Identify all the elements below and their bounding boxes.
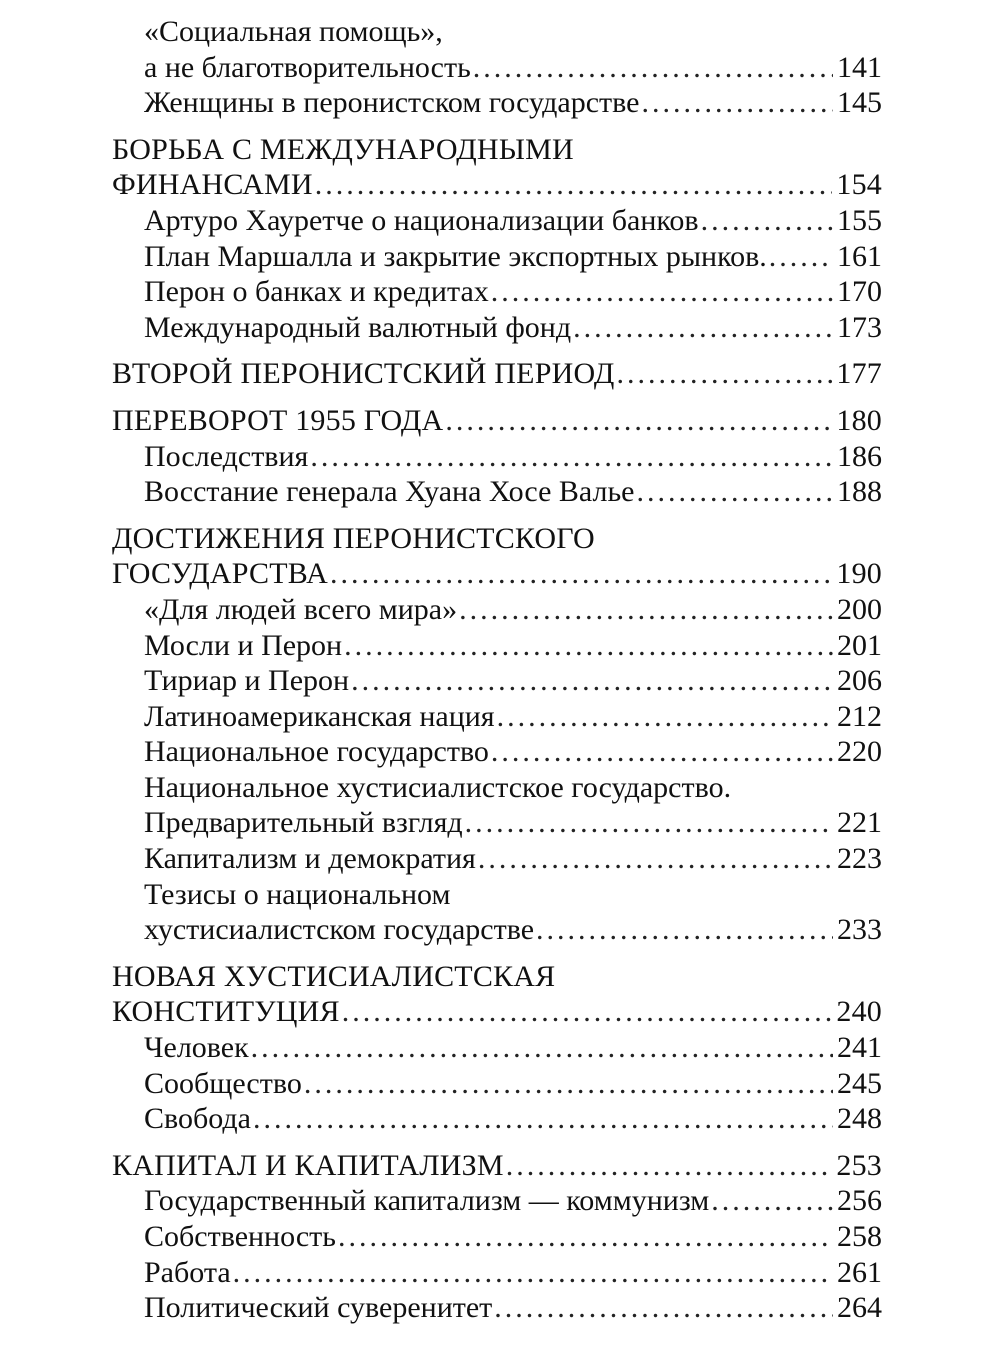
toc-entry-line xyxy=(112,1030,882,1066)
toc-entry-line xyxy=(112,439,882,475)
leader-dots xyxy=(491,274,833,310)
leader-dots xyxy=(315,167,833,203)
page-number: 154 xyxy=(836,168,882,202)
chapter-gap xyxy=(112,948,882,959)
toc-entry xyxy=(112,1290,882,1326)
toc-entry xyxy=(112,85,882,121)
chapter-gap xyxy=(112,121,882,132)
toc-entry-line xyxy=(112,805,882,841)
toc-entry xyxy=(112,1183,882,1219)
leader-dots xyxy=(617,356,833,392)
leader-dots xyxy=(445,403,832,439)
chapter-title-text: ГОСУДАРСТВА xyxy=(112,557,328,591)
toc-entry xyxy=(112,628,882,664)
chapter-title-text: КОНСТИТУЦИЯ xyxy=(112,995,340,1029)
leader-dots xyxy=(636,474,833,510)
leader-dots xyxy=(641,85,833,121)
page-number: 200 xyxy=(837,592,882,626)
toc-entry-line xyxy=(112,912,882,948)
toc-entry-line xyxy=(112,1183,882,1219)
page-number: 264 xyxy=(837,1291,882,1325)
page-number: 145 xyxy=(837,86,882,120)
toc-entry-text: а не благотворительность xyxy=(144,50,471,84)
toc-entry xyxy=(112,734,882,770)
leader-dots xyxy=(769,239,833,275)
page-number: 188 xyxy=(837,475,882,509)
leader-dots xyxy=(304,1066,833,1102)
leader-dots xyxy=(251,1030,833,1066)
toc-entry-text: «Социальная помощь», xyxy=(144,15,443,48)
toc-entry-text: Государственный капитализм — коммунизм xyxy=(144,1184,710,1218)
chapter-title-text: ДОСТИЖЕНИЯ ПЕРОНИСТСКОГО xyxy=(112,521,595,555)
page-number: 241 xyxy=(837,1031,882,1065)
leader-dots xyxy=(330,556,832,592)
toc-entry-text: Человек xyxy=(144,1031,249,1065)
page-number: 221 xyxy=(837,806,882,840)
toc-entry-line xyxy=(112,1290,882,1326)
leader-dots xyxy=(310,439,833,475)
page-number: 220 xyxy=(837,735,882,769)
toc-entry-line xyxy=(112,699,882,735)
toc-entry xyxy=(112,592,882,628)
toc-entry-text: Национальное хустисиалистское государство. xyxy=(144,770,732,804)
page-number: 180 xyxy=(836,403,882,437)
page-number: 170 xyxy=(837,275,882,309)
toc-entry xyxy=(112,1255,882,1291)
toc-entry-text: Перон о банках и кредитах xyxy=(144,275,489,309)
leader-dots xyxy=(478,841,833,877)
toc-chapter xyxy=(112,521,882,948)
toc-entry-text: Артуро Хауретче о национализации банков xyxy=(144,203,699,237)
toc-entry-text: Свобода xyxy=(144,1102,251,1136)
toc-entry-text: Женщины в перонистском государстве xyxy=(144,86,640,120)
toc-entry-text: Латиноамериканская нация xyxy=(144,699,495,733)
toc-entry-line xyxy=(112,1101,882,1137)
toc-entry xyxy=(112,439,882,475)
toc-chapter xyxy=(112,132,882,346)
leader-dots xyxy=(473,50,833,86)
chapter-gap xyxy=(112,1137,882,1148)
chapter-gap xyxy=(112,345,882,356)
toc-entry-text: Сообщество xyxy=(144,1066,302,1100)
chapter-gap xyxy=(112,392,882,403)
toc-entry-line xyxy=(112,203,882,239)
page-number: 245 xyxy=(837,1066,882,1100)
chapter-title-line xyxy=(112,356,882,392)
toc-entry xyxy=(112,1101,882,1137)
page-number: 206 xyxy=(837,664,882,698)
toc-entry xyxy=(112,1219,882,1255)
chapter-title-text: ВТОРОЙ ПЕРОНИСТСКИЙ ПЕРИОД xyxy=(112,357,615,391)
chapter-title-text: НОВАЯ ХУСТИСИАЛИСТСКАЯ xyxy=(112,959,556,993)
toc-entry xyxy=(112,1030,882,1066)
toc-entry xyxy=(112,877,882,948)
page-number: 258 xyxy=(837,1220,882,1253)
toc-entry-text: Предварительный взгляд xyxy=(144,806,463,840)
toc-entry xyxy=(112,770,882,841)
leader-dots xyxy=(342,994,833,1030)
toc-entry xyxy=(112,14,882,85)
leader-dots xyxy=(344,628,833,664)
toc-entry-line xyxy=(112,628,882,664)
leader-dots xyxy=(536,912,833,948)
toc-entry-line xyxy=(112,1066,882,1102)
leader-dots xyxy=(253,1101,833,1137)
toc-entry-line xyxy=(112,663,882,699)
toc-entry-text: Международный валютный фонд xyxy=(144,310,572,344)
toc-entry-line xyxy=(112,841,882,877)
toc-entry-line xyxy=(112,1255,882,1291)
chapter-title-line xyxy=(112,959,882,995)
toc-entry xyxy=(112,699,882,735)
chapter-title-text: ПЕРЕВОРОТ 1955 ГОДА xyxy=(112,403,444,437)
toc-entry xyxy=(112,203,882,239)
page-number: 256 xyxy=(837,1184,882,1218)
leader-dots xyxy=(701,203,833,239)
chapter-title-line xyxy=(112,167,882,203)
chapter-title-text: КАПИТАЛ И КАПИТАЛИЗМ xyxy=(112,1148,504,1182)
leader-dots xyxy=(506,1148,833,1184)
toc-entry-line xyxy=(112,734,882,770)
leader-dots xyxy=(573,310,833,346)
toc-entry-line xyxy=(112,474,882,510)
leader-dots xyxy=(491,734,833,770)
table-of-contents xyxy=(112,14,882,1326)
page-number: 233 xyxy=(837,913,882,947)
toc-entry-text: Тезисы о национальном xyxy=(144,877,451,911)
leader-dots xyxy=(497,699,833,735)
chapter-title-text: ФИНАНСАМИ xyxy=(112,168,313,202)
toc-entry-line xyxy=(112,14,882,50)
toc-entry-text: Последствия xyxy=(144,439,309,473)
toc-entry xyxy=(112,239,882,275)
toc-entry-line xyxy=(112,1219,882,1255)
toc-entry-line xyxy=(112,274,882,310)
toc-entry-text: План Маршалла и закрытие экспортных рынков. xyxy=(144,239,767,273)
toc-entry xyxy=(112,663,882,699)
toc-entry-text: Восстание генерала Хуана Хосе Валье xyxy=(144,475,635,509)
toc-section-continuation xyxy=(112,14,882,121)
page-number: 253 xyxy=(836,1148,882,1182)
toc-chapter xyxy=(112,356,882,392)
toc-entry-text: Мосли и Перон xyxy=(144,628,343,662)
toc-entry-line xyxy=(112,770,882,806)
page-number: 177 xyxy=(836,357,882,391)
page-number: 248 xyxy=(837,1102,882,1136)
toc-entry-line xyxy=(112,310,882,346)
toc-chapter xyxy=(112,1148,882,1326)
toc-entry-text: Национальное государство xyxy=(144,735,489,769)
toc-chapter xyxy=(112,403,882,510)
toc-entry-text: «Для людей всего мира» xyxy=(144,592,458,626)
page-number: 155 xyxy=(837,203,882,237)
toc-entry xyxy=(112,1066,882,1102)
toc-entry xyxy=(112,474,882,510)
toc-entry-line xyxy=(112,85,882,121)
chapter-title-line xyxy=(112,1148,882,1184)
toc-entry-text: Капитализм и демократия xyxy=(144,842,476,876)
leader-dots xyxy=(338,1219,833,1255)
toc-entry-text: Работа xyxy=(144,1255,231,1289)
toc-entry xyxy=(112,310,882,346)
toc-entry xyxy=(112,274,882,310)
chapter-gap xyxy=(112,510,882,521)
chapter-title-line xyxy=(112,132,882,168)
leader-dots xyxy=(494,1290,833,1326)
toc-entry-text: Политический суверенитет xyxy=(144,1291,493,1325)
page-number: 212 xyxy=(837,699,882,733)
page-number: 141 xyxy=(837,50,882,84)
toc-entry-line xyxy=(112,877,882,913)
chapter-title-line xyxy=(112,521,882,557)
page-number: 261 xyxy=(837,1255,882,1289)
toc-entry-text: Собственность xyxy=(144,1220,336,1253)
page-number: 201 xyxy=(837,628,882,662)
toc-entry-text: Тириар и Перон xyxy=(144,664,350,698)
page-number: 173 xyxy=(837,310,882,344)
leader-dots xyxy=(351,663,833,699)
toc-entry-line xyxy=(112,239,882,275)
page-number: 186 xyxy=(837,439,882,473)
page-number: 190 xyxy=(836,557,882,591)
chapter-title-line xyxy=(112,994,882,1030)
chapter-title-line xyxy=(112,403,882,439)
toc-entry-text: хустисиалистском государстве xyxy=(144,913,535,947)
leader-dots xyxy=(711,1183,833,1219)
page-number: 223 xyxy=(837,842,882,876)
leader-dots xyxy=(233,1255,833,1291)
chapter-title-line xyxy=(112,556,882,592)
page-number: 240 xyxy=(836,995,882,1029)
page-number: 161 xyxy=(837,239,882,273)
leader-dots xyxy=(465,805,833,841)
toc-entry-line xyxy=(112,592,882,628)
toc-chapter xyxy=(112,959,882,1137)
toc-entry-line xyxy=(112,50,882,86)
chapter-title-text: БОРЬБА С МЕЖДУНАРОДНЫМИ xyxy=(112,132,574,166)
toc-entry xyxy=(112,841,882,877)
leader-dots xyxy=(459,592,833,628)
